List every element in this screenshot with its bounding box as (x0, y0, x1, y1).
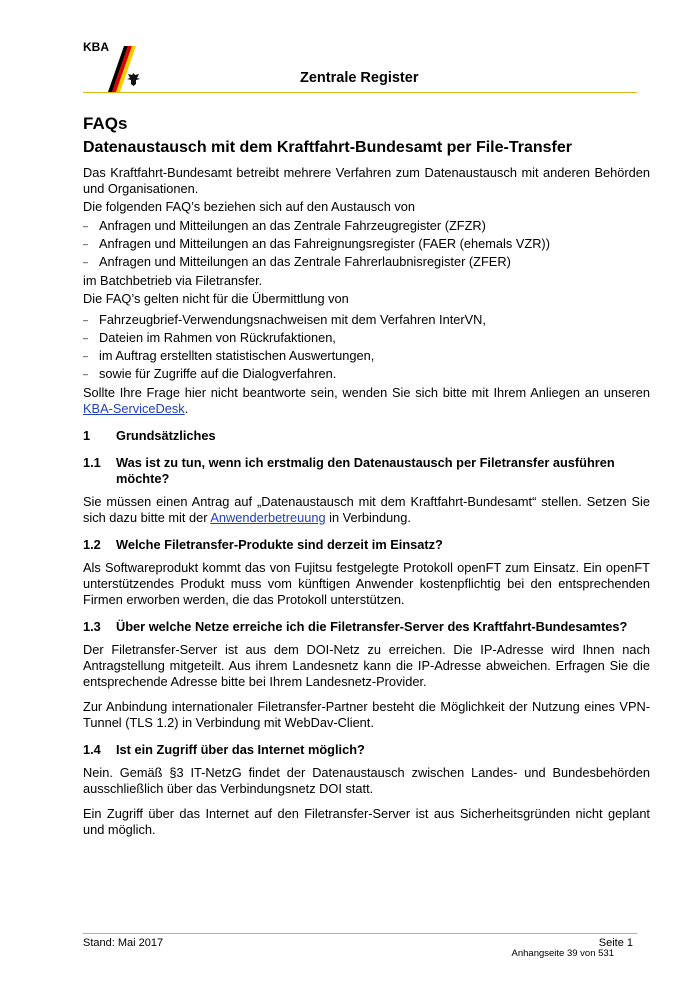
federal-eagle-icon (126, 72, 141, 89)
footer-appendix-page: Anhangseite 39 von 531 (511, 948, 614, 959)
footer-date: Stand: Mai 2017 (83, 937, 164, 949)
section-paragraph: Der Filetransfer-Server ist aus dem DOI-Netz zu erreichen. Die IP-Adresse wird Ihnen nach Antragstellung mitgeteilt. Aus ihrem Landesnetz kann die IP-Adresse abweichen. Erfragen Sie die entsprechende Adresse bitte bei Ihrem Landesnetz-Provider. (83, 642, 650, 689)
list-item: – Anfragen und Mitteilungen an das Zentrale Fahrerlaubnisregister (ZFER) (83, 254, 650, 270)
section-paragraph: Ein Zugriff über das Internet auf den Filetransfer-Server ist aus Sicherheitsgründen nicht geplant und möglich. (83, 806, 650, 837)
section-heading (83, 742, 650, 758)
contact-text-end: . (184, 401, 189, 416)
section-heading (83, 455, 650, 487)
exclusion-list (83, 312, 650, 382)
kba-logo-text: KBA (83, 40, 109, 54)
list-item: – Anfragen und Mitteilungen an das Fahreignungsregister (FAER (ehemals VZR)) (83, 236, 650, 252)
section-heading (83, 537, 650, 553)
section-title: Welche Filetransfer-Produkte sind derzeit im Einsatz? (116, 537, 443, 552)
page-heading: FAQs (83, 114, 128, 133)
register-list (83, 218, 650, 270)
contact-paragraph (83, 385, 650, 417)
intro-paragraph: Das Kraftfahrt-Bundesamt betreibt mehrere Verfahren zum Datenaustausch mit anderen Behörden und Organisationen. (83, 165, 650, 196)
section-heading (83, 428, 650, 444)
intro-paragraph: Die folgenden FAQ’s beziehen sich auf den Austausch von (83, 199, 415, 214)
section-number: 1.2 (83, 537, 101, 552)
section-heading (83, 619, 650, 635)
section-title: Was ist zu tun, wenn ich erstmalig den Datenaustausch per Filetransfer ausführen möchte? (116, 455, 615, 486)
header-divider (83, 92, 637, 93)
list-item: – Dateien im Rahmen von Rückrufaktionen, (83, 330, 650, 346)
intro-paragraph: im Batchbetrieb via Filetransfer. (83, 273, 263, 288)
list-item: – sowie für Zugriffe auf die Dialogverfahren. (83, 366, 650, 382)
list-item: – im Auftrag erstellten statistischen Auswertungen, (83, 348, 650, 364)
section-title: Über welche Netze erreiche ich die Filetransfer-Server des Kraftfahrt-Bundesamtes? (116, 619, 628, 634)
intro-paragraph: Die FAQ’s gelten nicht für die Übermittlung von (83, 291, 349, 306)
anwenderbetreuung-link[interactable]: Anwenderbetreuung (210, 510, 326, 525)
section-paragraph: Als Softwareprodukt kommt das von Fujitsu festgelegte Protokoll openFT zum Einsatz. Ein openFT unterstützendes Produkt muss vom künftigen Anwender kostenpflichtig bei den entsprechenden Firmen erworben werden, die das Protokoll unterstützen. (83, 560, 650, 607)
servicedesk-link[interactable]: KBA-ServiceDesk (83, 401, 185, 416)
register-title: Zentrale Register (300, 70, 419, 86)
section-title: Grundsätzliches (116, 428, 216, 443)
footer-divider (83, 933, 637, 934)
contact-text: Sollte Ihre Frage hier nicht beantworte sein, wenden Sie sich bitte mit Ihrem Anliegen an unseren (83, 385, 650, 400)
section-title: Ist ein Zugriff über das Internet möglich? (116, 742, 365, 757)
list-item: – Anfragen und Mitteilungen an das Zentrale Fahrzeugregister (ZFZR) (83, 218, 650, 234)
section-paragraph: Zur Anbindung internationaler Filetransfer-Partner besteht die Möglichkeit der Nutzung eines VPN-Tunnel (TLS 1.2) in Verbindung mit WebDav-Client. (83, 699, 650, 730)
section-text: Sie müssen einen Antrag auf „Datenaustausch mit dem Kraftfahrt-Bundesamt“ stellen. Setzen Sie sich dazu bitte mit der (83, 494, 650, 525)
document-body (83, 112, 650, 840)
section-number: 1.4 (83, 742, 101, 757)
list-item: – Fahrzeugbrief-Verwendungsnachweisen mit dem Verfahren InterVN, (83, 312, 650, 328)
section-number: 1 (83, 428, 91, 443)
page-header (0, 0, 700, 100)
section-number: 1.1 (83, 455, 101, 470)
footer-page-number: Seite 1 (598, 937, 633, 949)
section-paragraph: Nein. Gemäß §3 IT-NetzG findet der Datenaustausch zwischen Landes- und Bundesbehörden ausschließlich über das Verbindungsnetz DOI statt. (83, 765, 650, 796)
section-number: 1.3 (83, 619, 101, 634)
section-text-end: in Verbindung. (325, 510, 411, 525)
section-paragraph (83, 494, 650, 526)
page-subheading: Datenaustausch mit dem Kraftfahrt-Bundesamt per File-Transfer (83, 139, 572, 156)
